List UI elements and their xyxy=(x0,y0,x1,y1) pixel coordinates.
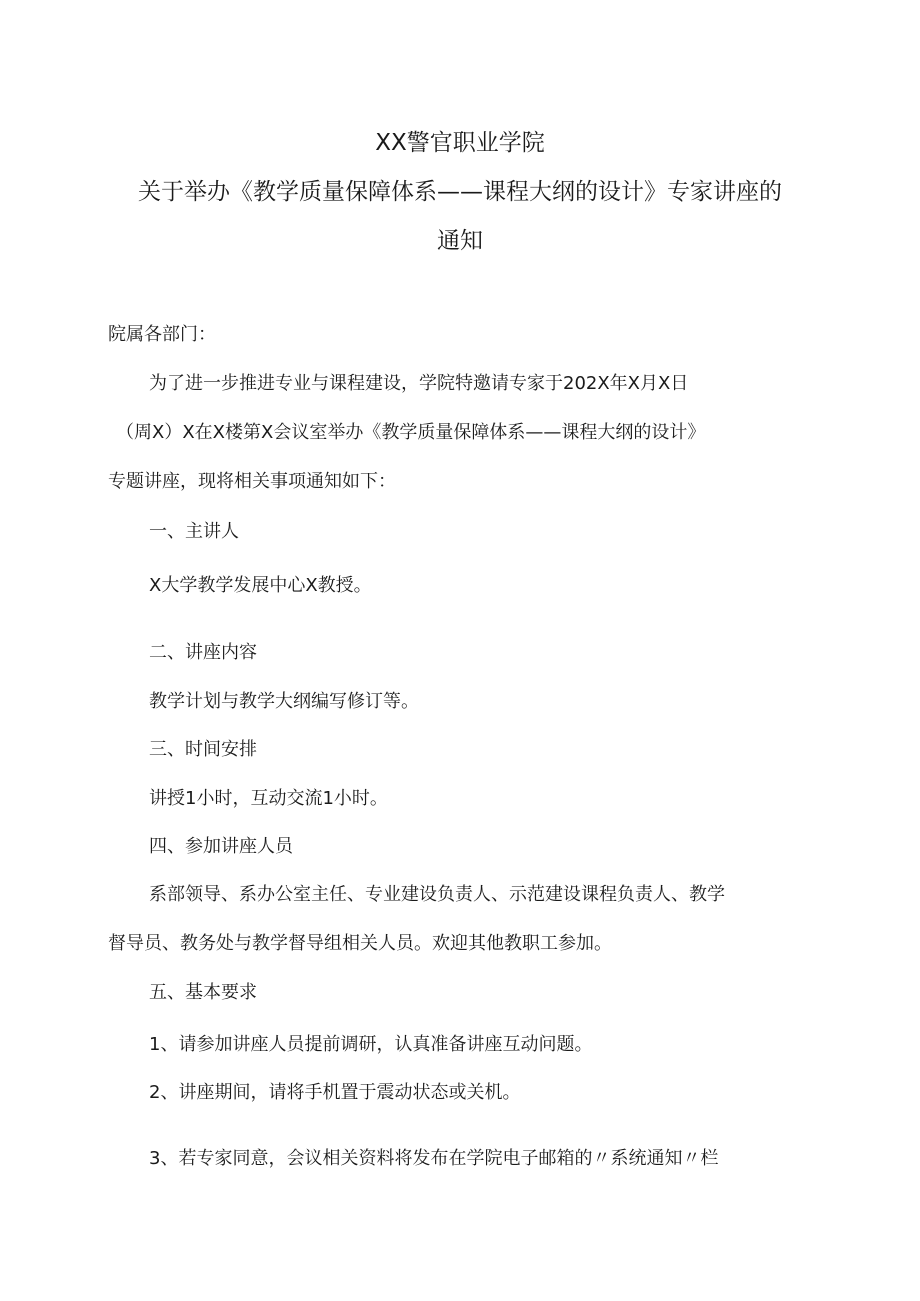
requirement-item-1: 1、请参加讲座人员提前调研，认真准备讲座互动问题。 xyxy=(149,1034,593,1055)
document-title-main: 关于举办《教学质量保障体系——课程大纲的设计》专家讲座的 xyxy=(138,179,782,205)
section-body-content: 教学计划与教学大纲编写修订等。 xyxy=(149,691,419,712)
section-heading-attendees: 四、参加讲座人员 xyxy=(149,836,293,857)
section-heading-speaker: 一、主讲人 xyxy=(149,521,239,542)
document-title-school: XX警官职业学院 xyxy=(375,130,545,156)
section-body-attendees-2: 督导员、教务处与教学督导组相关人员。欢迎其他教职工参加。 xyxy=(108,933,612,954)
intro-line-3: 专题讲座，现将相关事项通知如下： xyxy=(108,471,396,492)
intro-line-1: 为了进一步推进专业与课程建设，学院特邀请专家于202X年X月X日 xyxy=(149,373,689,394)
section-body-schedule: 讲授1小时，互动交流1小时。 xyxy=(149,788,388,809)
salutation: 院属各部门： xyxy=(108,324,216,345)
section-body-attendees-1: 系部领导、系办公室主任、专业建设负责人、示范建设课程负责人、教学 xyxy=(149,884,725,905)
section-body-speaker: X大学教学发展中心X教授。 xyxy=(149,575,372,596)
document-title-notice: 通知 xyxy=(437,228,483,254)
intro-line-2: （周X）X在X楼第X会议室举办《教学质量保障体系——课程大纲的设计》 xyxy=(116,422,706,443)
requirement-item-3: 3、若专家同意，会议相关资料将发布在学院电子邮箱的〃系统通知〃栏 xyxy=(149,1148,719,1169)
section-heading-requirements: 五、基本要求 xyxy=(149,982,257,1003)
section-heading-schedule: 三、时间安排 xyxy=(149,739,257,760)
requirement-item-2: 2、讲座期间，请将手机置于震动状态或关机。 xyxy=(149,1082,521,1103)
section-heading-content: 二、讲座内容 xyxy=(149,642,257,663)
